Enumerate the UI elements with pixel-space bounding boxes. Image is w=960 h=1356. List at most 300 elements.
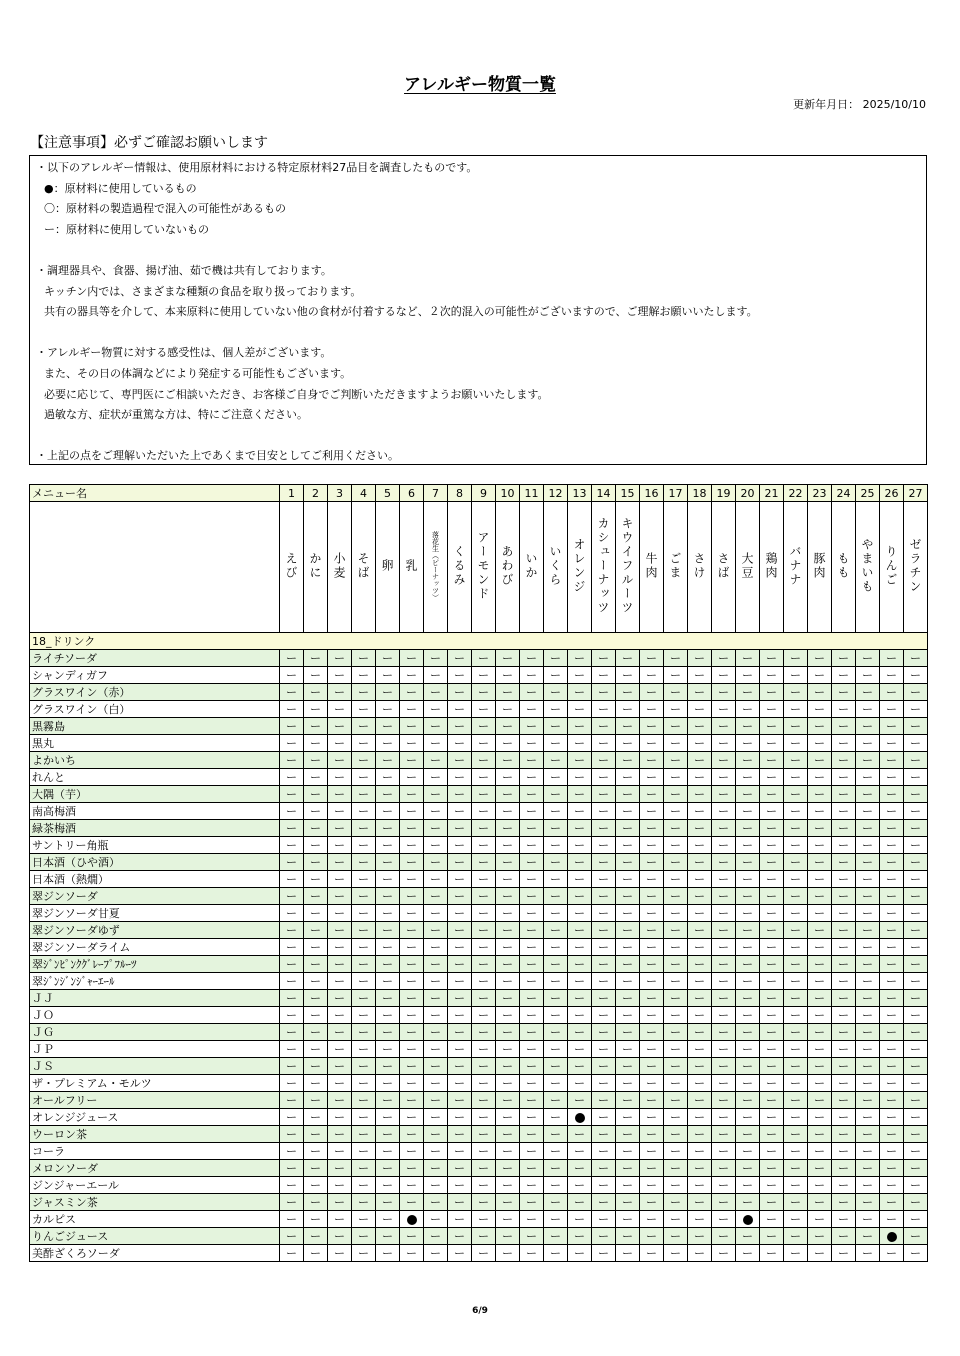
none-mark: ー <box>376 1177 400 1194</box>
none-mark: ー <box>448 820 472 837</box>
allergen-name <box>568 502 592 633</box>
none-mark: ー <box>328 1092 352 1109</box>
none-mark: ー <box>712 922 736 939</box>
none-mark: ー <box>712 854 736 871</box>
none-mark: ー <box>784 769 808 786</box>
none-mark: ー <box>664 1109 688 1126</box>
none-mark: ー <box>688 769 712 786</box>
allergen-name-text: バナナ <box>788 544 802 587</box>
none-mark: ー <box>376 1024 400 1041</box>
none-mark: ー <box>568 956 592 973</box>
none-mark: ー <box>640 1194 664 1211</box>
none-mark: ー <box>544 837 568 854</box>
none-mark: ー <box>424 1024 448 1041</box>
none-mark: ー <box>592 1109 616 1126</box>
none-mark: ー <box>472 939 496 956</box>
none-mark: ー <box>472 888 496 905</box>
none-mark: ー <box>832 1177 856 1194</box>
none-mark: ー <box>544 854 568 871</box>
none-mark: ー <box>616 1075 640 1092</box>
none-mark: ー <box>448 650 472 667</box>
none-mark: ー <box>712 1211 736 1228</box>
none-mark: ー <box>832 1194 856 1211</box>
none-mark: ー <box>664 837 688 854</box>
none-mark: ー <box>592 1245 616 1262</box>
none-mark: ー <box>568 1228 592 1245</box>
none-mark: ー <box>736 990 760 1007</box>
menu-row <box>30 956 928 973</box>
none-mark: ー <box>856 1109 880 1126</box>
none-mark: ー <box>544 1126 568 1143</box>
none-mark: ー <box>784 854 808 871</box>
none-mark: ー <box>400 820 424 837</box>
allergen-name <box>544 502 568 633</box>
none-mark: ー <box>808 820 832 837</box>
none-mark: ー <box>664 973 688 990</box>
none-mark: ー <box>400 1024 424 1041</box>
none-mark: ー <box>496 650 520 667</box>
none-mark: ー <box>448 786 472 803</box>
menu-row <box>30 1177 928 1194</box>
none-mark: ー <box>760 1194 784 1211</box>
allergen-number: 25 <box>856 485 880 502</box>
page-title: アレルギー物質一覧 <box>404 75 556 95</box>
none-mark: ー <box>712 939 736 956</box>
none-mark: ー <box>616 871 640 888</box>
none-mark: ー <box>520 752 544 769</box>
none-mark: ー <box>640 1143 664 1160</box>
none-mark: ー <box>592 871 616 888</box>
none-mark: ー <box>568 905 592 922</box>
allergen-name-text: 卵 <box>380 558 394 573</box>
none-mark: ー <box>496 905 520 922</box>
none-mark: ー <box>736 956 760 973</box>
none-mark: ー <box>424 650 448 667</box>
none-mark: ー <box>424 922 448 939</box>
none-mark: ー <box>472 854 496 871</box>
none-mark: ー <box>496 1228 520 1245</box>
allergen-name-text: あわび <box>500 544 514 587</box>
none-mark: ー <box>904 990 928 1007</box>
none-mark: ー <box>568 752 592 769</box>
none-mark: ー <box>664 1194 688 1211</box>
menu-row <box>30 973 928 990</box>
none-mark: ー <box>904 1092 928 1109</box>
none-mark: ー <box>376 922 400 939</box>
none-mark: ー <box>328 684 352 701</box>
none-mark: ー <box>496 888 520 905</box>
none-mark: ー <box>616 854 640 871</box>
none-mark: ー <box>832 1160 856 1177</box>
menu-name: ジンジャーエール <box>30 1177 280 1194</box>
none-mark: ー <box>904 1245 928 1262</box>
none-mark: ー <box>664 1058 688 1075</box>
menu-name: ＪＳ <box>30 1058 280 1075</box>
allergen-number: 16 <box>640 485 664 502</box>
none-mark: ー <box>760 786 784 803</box>
none-mark: ー <box>328 701 352 718</box>
none-mark: ー <box>376 1211 400 1228</box>
none-mark: ー <box>328 922 352 939</box>
allergen-name <box>736 502 760 633</box>
none-mark: ー <box>688 905 712 922</box>
none-mark: ー <box>640 1041 664 1058</box>
none-mark: ー <box>736 1041 760 1058</box>
none-mark: ー <box>616 1041 640 1058</box>
none-mark: ー <box>280 973 304 990</box>
none-mark: ー <box>904 1228 928 1245</box>
none-mark: ー <box>568 1007 592 1024</box>
none-mark: ー <box>736 1160 760 1177</box>
allergen-number: 24 <box>832 485 856 502</box>
none-mark: ー <box>664 1228 688 1245</box>
none-mark: ー <box>880 1211 904 1228</box>
none-mark: ー <box>904 1075 928 1092</box>
none-mark: ー <box>736 752 760 769</box>
none-mark: ー <box>856 684 880 701</box>
allergen-name <box>688 502 712 633</box>
none-mark: ー <box>376 905 400 922</box>
none-mark: ー <box>616 1109 640 1126</box>
filled-circle-icon <box>575 1113 585 1123</box>
none-mark: ー <box>856 667 880 684</box>
none-mark: ー <box>904 922 928 939</box>
filled-circle-icon <box>887 1232 897 1242</box>
none-mark: ー <box>784 803 808 820</box>
none-mark: ー <box>760 1160 784 1177</box>
none-mark: ー <box>760 718 784 735</box>
none-mark: ー <box>544 888 568 905</box>
none-mark: ー <box>760 1143 784 1160</box>
none-mark: ー <box>280 1245 304 1262</box>
none-mark: ー <box>472 1126 496 1143</box>
none-mark: ー <box>760 922 784 939</box>
none-mark: ー <box>376 837 400 854</box>
none-mark: ー <box>688 786 712 803</box>
allergen-number: 22 <box>784 485 808 502</box>
none-mark: ー <box>304 1024 328 1041</box>
none-mark: ー <box>352 888 376 905</box>
none-mark: ー <box>760 1024 784 1041</box>
none-mark: ー <box>448 956 472 973</box>
none-mark: ー <box>568 701 592 718</box>
none-mark: ー <box>832 905 856 922</box>
none-mark: ー <box>688 718 712 735</box>
menu-name: ＪＯ <box>30 1007 280 1024</box>
none-mark: ー <box>832 1228 856 1245</box>
none-mark: ー <box>448 871 472 888</box>
none-mark: ー <box>280 820 304 837</box>
none-mark: ー <box>280 684 304 701</box>
none-mark: ー <box>424 1109 448 1126</box>
none-mark: ー <box>424 718 448 735</box>
none-mark: ー <box>520 1245 544 1262</box>
allergen-name-text: ごま <box>668 551 682 580</box>
menu-name: 緑茶梅酒 <box>30 820 280 837</box>
allergen-number: 10 <box>496 485 520 502</box>
allergen-name <box>280 502 304 633</box>
none-mark: ー <box>376 752 400 769</box>
none-mark: ー <box>664 905 688 922</box>
none-mark: ー <box>448 701 472 718</box>
none-mark: ー <box>736 888 760 905</box>
none-mark: ー <box>568 922 592 939</box>
none-mark: ー <box>520 718 544 735</box>
none-mark: ー <box>808 650 832 667</box>
none-mark: ー <box>544 1228 568 1245</box>
none-mark: ー <box>688 854 712 871</box>
none-mark: ー <box>760 1109 784 1126</box>
none-mark: ー <box>784 667 808 684</box>
none-mark: ー <box>712 990 736 1007</box>
allergen-name-text: そば <box>356 551 370 580</box>
allergen-name-text: キウイフルーツ <box>620 516 634 615</box>
allergen-number: 14 <box>592 485 616 502</box>
none-mark: ー <box>784 1126 808 1143</box>
none-mark: ー <box>712 786 736 803</box>
none-mark: ー <box>328 854 352 871</box>
none-mark: ー <box>616 803 640 820</box>
none-mark: ー <box>712 1177 736 1194</box>
none-mark: ー <box>592 1228 616 1245</box>
none-mark: ー <box>760 769 784 786</box>
menu-name: ザ・プレミアム・モルツ <box>30 1075 280 1092</box>
none-mark: ー <box>736 803 760 820</box>
none-mark: ー <box>808 752 832 769</box>
none-mark: ー <box>712 888 736 905</box>
none-mark: ー <box>544 803 568 820</box>
none-mark: ー <box>352 854 376 871</box>
none-mark: ー <box>352 871 376 888</box>
none-mark: ー <box>376 803 400 820</box>
menu-name: 黒霧島 <box>30 718 280 735</box>
none-mark: ー <box>280 871 304 888</box>
none-mark: ー <box>832 820 856 837</box>
none-mark: ー <box>280 1092 304 1109</box>
none-mark: ー <box>880 684 904 701</box>
allergen-number: 1 <box>280 485 304 502</box>
none-mark: ー <box>352 1245 376 1262</box>
none-mark: ー <box>856 1160 880 1177</box>
none-mark: ー <box>280 1041 304 1058</box>
none-mark: ー <box>808 1109 832 1126</box>
notice-line <box>36 240 918 261</box>
none-mark: ー <box>352 905 376 922</box>
none-mark: ー <box>784 905 808 922</box>
none-mark: ー <box>448 769 472 786</box>
menu-row <box>30 650 928 667</box>
none-mark: ー <box>448 854 472 871</box>
none-mark: ー <box>736 667 760 684</box>
none-mark: ー <box>832 1058 856 1075</box>
none-mark: ー <box>352 1177 376 1194</box>
none-mark: ー <box>640 1126 664 1143</box>
none-mark: ー <box>520 1024 544 1041</box>
none-mark: ー <box>472 786 496 803</box>
menu-name: 翠ｼﾞﾝﾋﾟﾝｸｸﾞﾚｰﾌﾟﾌﾙｰﾂ <box>30 956 280 973</box>
none-mark: ー <box>592 718 616 735</box>
none-mark: ー <box>472 1177 496 1194</box>
none-mark: ー <box>808 922 832 939</box>
none-mark: ー <box>424 905 448 922</box>
none-mark: ー <box>544 956 568 973</box>
none-mark: ー <box>352 684 376 701</box>
none-mark: ー <box>400 1075 424 1092</box>
menu-row <box>30 769 928 786</box>
none-mark: ー <box>808 1211 832 1228</box>
none-mark: ー <box>880 956 904 973</box>
allergen-name <box>856 502 880 633</box>
none-mark: ー <box>592 956 616 973</box>
notice-line: 〇：原材料の製造過程で混入の可能性があるもの <box>44 202 286 216</box>
notice-line: ・上記の点をご理解いただいた上であくまで目安としてご利用ください。 <box>36 449 399 463</box>
none-mark: ー <box>640 1007 664 1024</box>
none-mark: ー <box>328 1109 352 1126</box>
none-mark: ー <box>592 1143 616 1160</box>
none-mark: ー <box>568 769 592 786</box>
none-mark: ー <box>280 888 304 905</box>
none-mark: ー <box>400 769 424 786</box>
none-mark: ー <box>520 956 544 973</box>
none-mark: ー <box>688 1211 712 1228</box>
allergen-name <box>496 502 520 633</box>
none-mark: ー <box>616 769 640 786</box>
none-mark: ー <box>760 1228 784 1245</box>
none-mark: ー <box>544 1143 568 1160</box>
none-mark: ー <box>616 1058 640 1075</box>
none-mark: ー <box>736 1143 760 1160</box>
none-mark: ー <box>280 650 304 667</box>
none-mark: ー <box>400 990 424 1007</box>
none-mark: ー <box>760 1245 784 1262</box>
none-mark: ー <box>880 1024 904 1041</box>
notice-line: ・調理器具や、食器、揚げ油、茹で機は共有しております。 <box>36 263 332 277</box>
menu-name: 南高梅酒 <box>30 803 280 820</box>
none-mark: ー <box>496 922 520 939</box>
none-mark: ー <box>808 888 832 905</box>
menu-name: 翠ジンソーダ <box>30 888 280 905</box>
none-mark: ー <box>328 752 352 769</box>
none-mark: ー <box>688 1007 712 1024</box>
none-mark: ー <box>544 667 568 684</box>
menu-name: グラスワイン（白） <box>30 701 280 718</box>
none-mark: ー <box>688 1041 712 1058</box>
none-mark: ー <box>760 1126 784 1143</box>
none-mark: ー <box>592 1024 616 1041</box>
none-mark: ー <box>280 905 304 922</box>
none-mark: ー <box>544 684 568 701</box>
allergen-number: 19 <box>712 485 736 502</box>
none-mark: ー <box>568 650 592 667</box>
none-mark: ー <box>424 1143 448 1160</box>
menu-row <box>30 752 928 769</box>
none-mark: ー <box>832 1109 856 1126</box>
none-mark: ー <box>856 650 880 667</box>
none-mark: ー <box>688 871 712 888</box>
none-mark: ー <box>592 1211 616 1228</box>
none-mark: ー <box>568 837 592 854</box>
none-mark: ー <box>568 667 592 684</box>
none-mark: ー <box>304 1092 328 1109</box>
none-mark: ー <box>400 650 424 667</box>
none-mark: ー <box>808 1007 832 1024</box>
none-mark: ー <box>280 1177 304 1194</box>
none-mark: ー <box>376 1092 400 1109</box>
none-mark: ー <box>784 1194 808 1211</box>
none-mark: ー <box>712 905 736 922</box>
none-mark: ー <box>784 939 808 956</box>
none-mark: ー <box>304 752 328 769</box>
none-mark: ー <box>352 1058 376 1075</box>
none-mark: ー <box>592 752 616 769</box>
none-mark: ー <box>400 701 424 718</box>
none-mark: ー <box>640 1024 664 1041</box>
none-mark: ー <box>376 956 400 973</box>
none-mark: ー <box>520 667 544 684</box>
none-mark: ー <box>376 701 400 718</box>
none-mark: ー <box>904 905 928 922</box>
none-mark: ー <box>352 820 376 837</box>
none-mark: ー <box>904 1126 928 1143</box>
none-mark: ー <box>280 1211 304 1228</box>
none-mark: ー <box>520 1007 544 1024</box>
none-mark: ー <box>400 888 424 905</box>
none-mark: ー <box>640 1211 664 1228</box>
none-mark: ー <box>544 786 568 803</box>
none-mark: ー <box>400 837 424 854</box>
none-mark: ー <box>496 752 520 769</box>
none-mark: ー <box>472 956 496 973</box>
none-mark: ー <box>352 1024 376 1041</box>
none-mark: ー <box>280 667 304 684</box>
none-mark: ー <box>832 973 856 990</box>
none-mark: ー <box>400 956 424 973</box>
none-mark: ー <box>904 769 928 786</box>
none-mark: ー <box>304 684 328 701</box>
none-mark: ー <box>304 650 328 667</box>
menu-name: ＪＰ <box>30 1041 280 1058</box>
allergen-name-text: ゼラチン <box>908 537 922 594</box>
none-mark: ー <box>424 990 448 1007</box>
menu-row <box>30 939 928 956</box>
none-mark: ー <box>568 939 592 956</box>
none-mark: ー <box>688 735 712 752</box>
none-mark: ー <box>376 1194 400 1211</box>
none-mark: ー <box>520 973 544 990</box>
none-mark: ー <box>400 1058 424 1075</box>
notice-line: ー：原材料に使用していないもの <box>44 222 209 236</box>
allergen-name <box>304 502 328 633</box>
none-mark: ー <box>400 752 424 769</box>
none-mark: ー <box>352 1143 376 1160</box>
none-mark: ー <box>568 718 592 735</box>
none-mark: ー <box>688 820 712 837</box>
allergen-name <box>664 502 688 633</box>
allergen-number: 15 <box>616 485 640 502</box>
none-mark: ー <box>448 1160 472 1177</box>
menu-row <box>30 1007 928 1024</box>
none-mark: ー <box>760 956 784 973</box>
none-mark: ー <box>328 973 352 990</box>
none-mark: ー <box>832 922 856 939</box>
none-mark: ー <box>856 973 880 990</box>
none-mark: ー <box>472 1007 496 1024</box>
none-mark: ー <box>592 667 616 684</box>
allergen-name-text: もも <box>836 551 850 580</box>
none-mark: ー <box>640 650 664 667</box>
none-mark: ー <box>712 684 736 701</box>
none-mark: ー <box>520 684 544 701</box>
